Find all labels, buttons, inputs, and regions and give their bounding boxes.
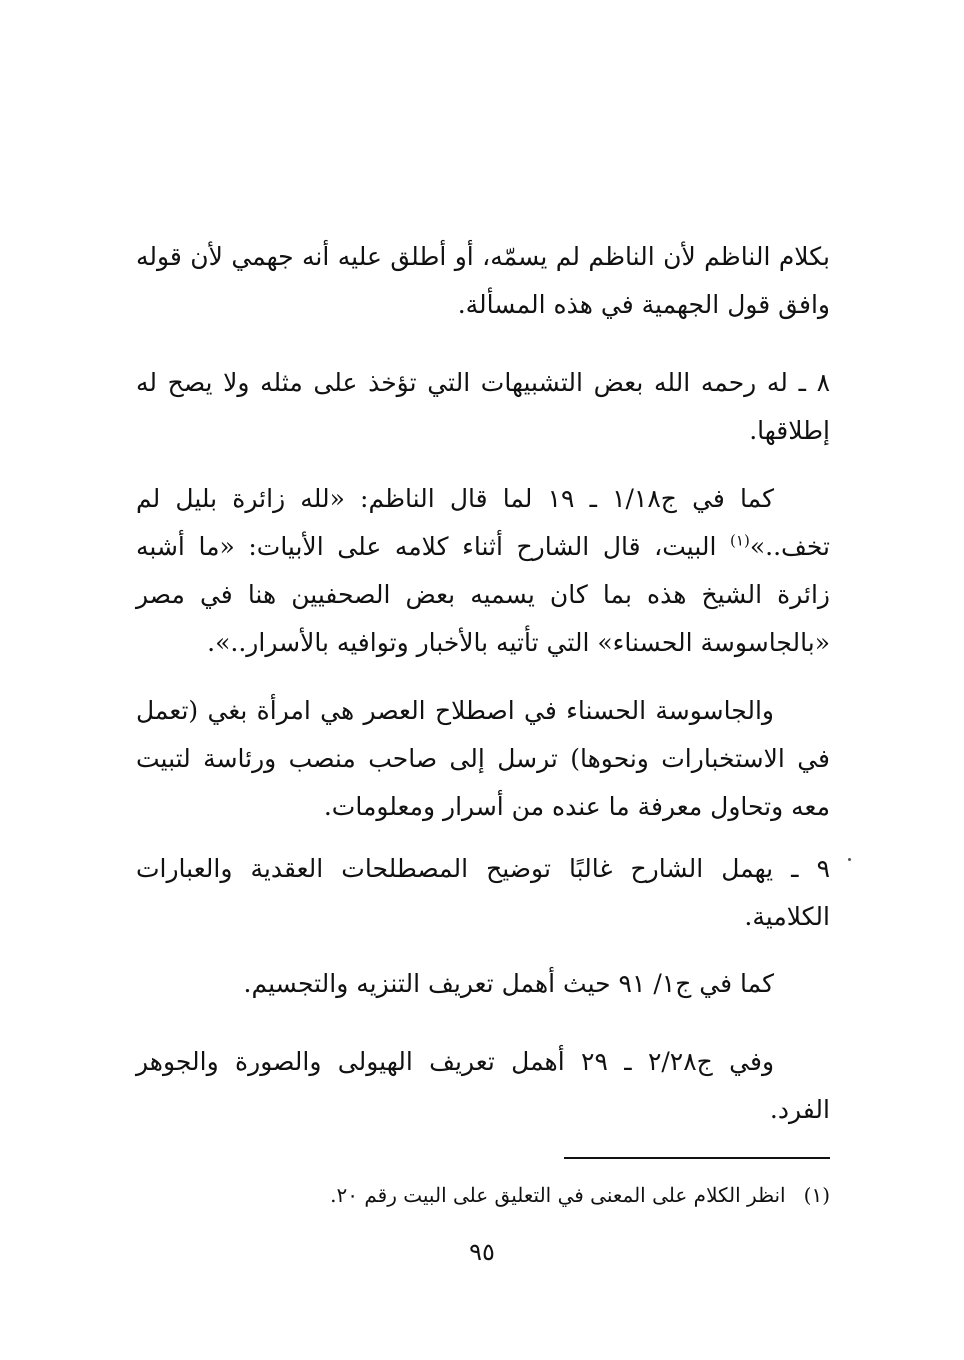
paragraph-text: كما في ج١/ ٩١ حيث أهمل تعريف التنزيه والتجسيم.	[243, 969, 774, 998]
paragraph-text: وفي ج٢/٢٨ ـ ٢٩ أهمل تعريف الهيولى والصورة والجوهر الفرد.	[136, 1047, 830, 1124]
paragraph-example-1	[136, 960, 830, 1008]
paragraph-text: والجاسوسة الحسناء في اصطلاح العصر هي امرأة بغي (تعمل في الاستخبارات ونحوها) ترسل إلى صاحب منصب ورئاسة لتبيت معه وتحاول معرفة ما عنده من أسرار ومعلومات.	[136, 696, 830, 821]
footnote-reference[interactable]: (١)	[730, 531, 750, 550]
footnote-separator	[564, 1157, 830, 1159]
scan-speck	[848, 858, 851, 861]
paragraph-text: ٨ ـ له رحمه الله بعض التشبيهات التي تؤخذ على مثله ولا يصح له إطلاقها.	[136, 368, 830, 445]
paragraph-text: البيت، قال الشارح أثناء كلامه على الأبيات: «ما أشبه زائرة الشيخ هذه بما كان يسميه بعض الصحفيين هنا في مصر «بالجاسوسة الحسناء» التي تأتيه بالأخبار وتوافيه بالأسرار..».	[136, 532, 830, 657]
paragraph-example-2	[136, 1038, 830, 1134]
footnote-text: انظر الكلام على المعنى في التعليق على البيت رقم ٢٠.	[330, 1183, 786, 1207]
paragraph-text: ٩ ـ يهمل الشارح غالبًا توضيح المصطلحات العقدية والعبارات الكلامية.	[136, 854, 830, 931]
footnote	[136, 1176, 830, 1214]
page-number: ٩٥	[469, 1238, 495, 1266]
paragraph-continuation	[136, 233, 830, 329]
paragraph-text: كما في ج١/١٨ ـ ١٩ لما قال الناظم: «لله زائرة بليل لم تخف..»	[136, 484, 830, 561]
paragraph-example-quote	[136, 475, 830, 667]
footnote-marker: (١)	[803, 1183, 830, 1207]
paragraph-point-9	[136, 845, 830, 941]
paragraph-point-8	[136, 359, 830, 455]
paragraph-definition	[136, 687, 830, 831]
paragraph-text: بكلام الناظم لأن الناظم لم يسمّه، أو أطلق عليه أنه جهمي لأن قوله وافق قول الجهمية في هذه المسألة.	[136, 242, 830, 319]
